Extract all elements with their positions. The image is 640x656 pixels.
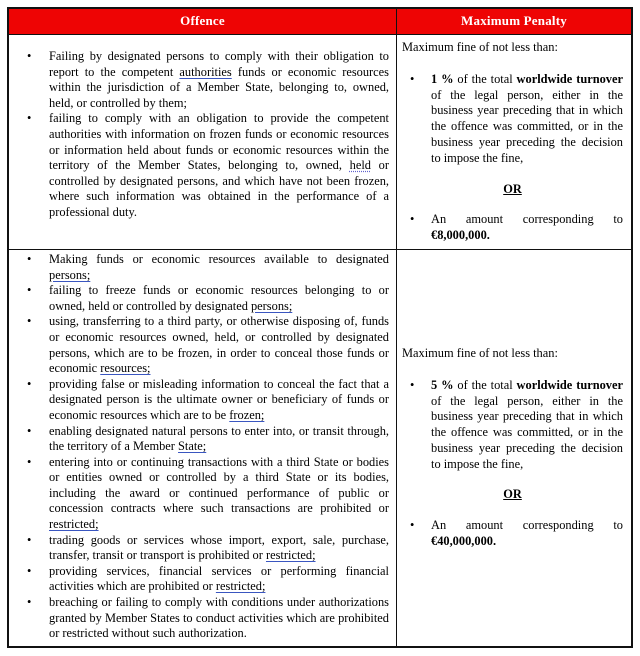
text-segment-dotted: held: [349, 158, 371, 173]
text-segment: of the legal person, either in the business year preceding that in which the offence was committed, or in the business year preceding the decision to impose the fine,: [431, 87, 623, 165]
text-segment-underline: State;: [178, 439, 207, 454]
text-segment-underline: restricted;: [49, 517, 99, 532]
penalty-cell: [397, 250, 631, 646]
or-separator: [402, 487, 623, 503]
offence-bullet: [15, 283, 389, 314]
offence-bullet: [15, 314, 389, 376]
text-segment: of the total: [453, 71, 517, 86]
text-segment: failing to freeze funds or economic resources belonging to or owned, held or controlled by designated: [49, 283, 389, 313]
text-segment: providing services, financial services or performing financial activities which are prohibited or: [49, 563, 389, 594]
offence-bullet: [15, 455, 389, 533]
table-row: [9, 35, 631, 250]
text-segment-bold: €40,000,000.: [431, 534, 497, 549]
offence-list: [15, 49, 389, 221]
penalty-bullet-turnover: [402, 378, 623, 473]
penalty-bullet-turnover: [402, 72, 623, 167]
penalty-intro: Maximum fine of not less than:: [402, 40, 558, 54]
penalty-intro: Maximum fine of not less than:: [402, 345, 558, 360]
offence-bullet: [15, 533, 389, 564]
offence-list: [15, 252, 389, 642]
text-segment-bold: 1 %: [431, 71, 454, 86]
penalty-table: [7, 7, 633, 648]
penalty-list: [402, 212, 623, 244]
text-segment: enabling designated natural persons to enter into, or transit through, the territory of a Member: [49, 423, 389, 454]
text-segment-underline: resources;: [100, 361, 151, 376]
or-text: OR: [503, 487, 522, 502]
or-text: OR: [503, 181, 522, 196]
text-segment: funds or economic resources within the jurisdiction of a Member State, belonging to, owned, held, or controlled by them;: [49, 64, 389, 110]
table-row: [9, 250, 631, 646]
text-segment: providing false or misleading information to conceal the fact that a designated person is the ultimate owner or beneficiary of funds or economic resources which are to be: [49, 376, 389, 422]
offence-bullet: [15, 595, 389, 642]
text-segment-bold: worldwide turnover: [516, 377, 623, 392]
penalty-list: [402, 378, 623, 473]
offence-bullet: [15, 377, 389, 424]
text-segment: An amount corresponding to: [431, 518, 623, 533]
text-segment: Making funds or economic resources available to designated: [49, 251, 389, 266]
text-segment: trading goods or services whose import, export, sale, purchase, transfer, transit or transport is prohibited or: [49, 532, 389, 563]
penalty-list: [402, 518, 623, 550]
table-header-row: [9, 9, 631, 35]
or-separator: [402, 182, 623, 198]
text-segment: entering into or continuing transactions with a third State or bodies or entities owned or controlled by a third State or its bodies, including the award or continued performance of public or concession contracts where such transactions are prohibited or: [49, 454, 389, 516]
offence-column-header: Offence: [9, 9, 397, 34]
text-segment-underline: authorities: [179, 64, 232, 79]
text-segment-underline: restricted;: [215, 579, 266, 594]
text-segment-underline: restricted;: [265, 548, 316, 563]
penalty-bullet-amount: [402, 212, 623, 244]
text-segment-underline: persons;: [250, 298, 293, 313]
text-segment: An amount corresponding to: [431, 212, 623, 227]
text-segment: using, transferring to a third party, or otherwise disposing of, funds or economic resources owned, held, or controlled by designated persons, which are to be frozen, in order to conceal those funds or economic: [49, 314, 389, 376]
text-segment: Failing by designated persons to comply with their obligation to report to the competent: [49, 49, 389, 79]
text-segment: of the total: [453, 377, 517, 392]
offence-bullet: [15, 111, 389, 220]
offence-cell: [9, 35, 397, 249]
text-segment: of the legal person, either in the business year preceding that in which the offence was committed, or in the business year preceding the decision to impose the fine,: [431, 393, 623, 471]
penalty-column-header: Maximum Penalty: [461, 13, 567, 28]
offence-bullet: [15, 252, 389, 283]
penalty-list: [402, 72, 623, 167]
text-segment: or controlled by designated persons, and which have not been frozen, where such information was obtained in the performance of a professional duty.: [49, 158, 389, 219]
offence-bullet: [15, 49, 389, 111]
offence-bullet: [15, 564, 389, 595]
text-segment-bold: 5 %: [431, 377, 454, 392]
offence-bullet: [15, 424, 389, 455]
text-segment-bold: worldwide turnover: [516, 71, 623, 86]
penalty-cell: [397, 35, 631, 249]
penalty-bullet-amount: [402, 518, 623, 550]
text-segment: failing to comply with an obligation to provide the competent authorities with information on frozen funds or economic resources or information held about funds or economic resources within the territory of the Member States, belonging to, owned,: [49, 111, 389, 173]
text-segment-bold: €8,000,000.: [431, 228, 490, 243]
text-segment-underline: persons;: [49, 267, 91, 282]
text-segment: breaching or failing to comply with conditions under authorizations granted by Member States to conduct activities which are prohibited or restricted without such authorization.: [49, 595, 389, 641]
offence-cell: [9, 250, 397, 646]
text-segment-underline: frozen;: [229, 407, 265, 422]
